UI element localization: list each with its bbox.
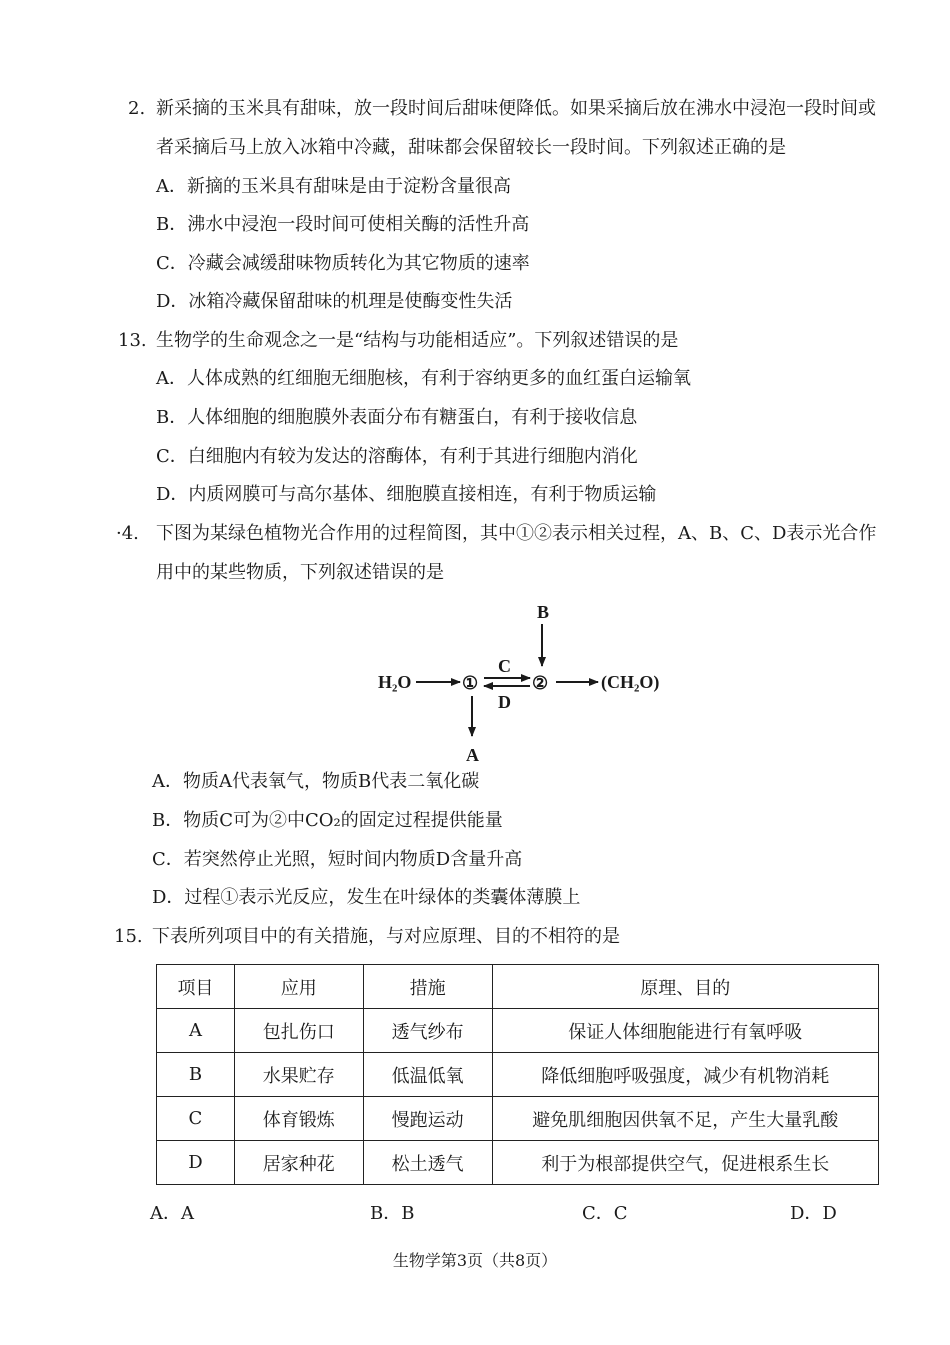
question-13-option-b: B．人体细胞的细胞膜外表面分布有糖蛋白，有利于接收信息 — [156, 407, 638, 428]
table-row — [157, 1097, 879, 1141]
table-header-item: 项目 — [157, 965, 235, 1009]
question-12-option-c: C．冷藏会减缓甜味物质转化为其它物质的速率 — [156, 253, 530, 274]
question-13-stem: 生物学的生命观念之一是“结构与功能相适应”。下列叙述错误的是 — [156, 330, 679, 351]
diagram-label-a: A — [466, 745, 479, 765]
diagram-h2o: H₂O — [378, 672, 412, 692]
table-cell: 透气纱布 — [363, 1009, 492, 1053]
question-14-stem-line2: 用中的某些物质，下列叙述错误的是 — [156, 562, 444, 583]
question-14-option-b: B．物质C可为②中CO₂的固定过程提供能量 — [152, 810, 503, 831]
page-footer: 生物学第3页（共8页） — [392, 1251, 558, 1270]
table-header-application: 应用 — [234, 965, 363, 1009]
table-cell: 避免肌细胞因供氧不足，产生大量乳酸 — [492, 1097, 878, 1141]
question-14-option-a: A．物质A代表氧气，物质B代表二氧化碳 — [152, 771, 480, 792]
diagram-label-d: D — [498, 692, 511, 712]
question-15-answer-a: A．A — [150, 1203, 194, 1224]
table-cell: D — [157, 1141, 235, 1185]
table-cell: 低温低氧 — [363, 1053, 492, 1097]
question-12-option-a: A．新摘的玉米具有甜味是由于淀粉含量很高 — [156, 176, 511, 197]
table-row — [157, 1141, 879, 1185]
question-15-number: 15. — [114, 926, 143, 947]
table-header-row — [157, 965, 879, 1009]
diagram-step2: ② — [532, 673, 549, 693]
question-12-option-d: D．冰箱冷藏保留甜味的机理是使酶变性失活 — [156, 291, 513, 312]
table-cell: 保证人体细胞能进行有氧呼吸 — [492, 1009, 878, 1053]
diagram-product: (CH₂O) — [601, 672, 660, 692]
table-row — [157, 1009, 879, 1053]
table-cell: 降低细胞呼吸强度，减少有机物消耗 — [492, 1053, 878, 1097]
table-row — [157, 1053, 879, 1097]
diagram-label-c: C — [498, 656, 511, 676]
table-cell: A — [157, 1009, 235, 1053]
table-cell: 松土透气 — [363, 1141, 492, 1185]
question-14-number: ·4. — [116, 523, 139, 544]
question-13-option-d: D．内质网膜可与高尔基体、细胞膜直接相连，有利于物质运输 — [156, 484, 657, 505]
table-cell: 居家种花 — [234, 1141, 363, 1185]
question-15-table — [156, 964, 879, 1185]
table-cell: B — [157, 1053, 235, 1097]
table-cell: C — [157, 1097, 235, 1141]
question-14-stem-line1: 下图为某绿色植物光合作用的过程简图，其中①②表示相关过程，A、B、C、D表示光合作 — [156, 523, 877, 544]
table-cell: 利于为根部提供空气，促进根系生长 — [492, 1141, 878, 1185]
table-header-principle: 原理、目的 — [492, 965, 878, 1009]
question-14-option-d: D．过程①表示光反应，发生在叶绿体的类囊体薄膜上 — [152, 887, 581, 908]
question-13-option-c: C．白细胞内有较为发达的溶酶体，有利于其进行细胞内消化 — [156, 446, 638, 467]
question-12-option-b: B．沸水中浸泡一段时间可使相关酶的活性升高 — [156, 214, 530, 235]
diagram-step1: ① — [462, 673, 479, 693]
table-cell: 水果贮存 — [234, 1053, 363, 1097]
diagram-label-b: B — [537, 602, 550, 622]
question-15-answer-d: D．D — [790, 1203, 837, 1224]
question-15-answer-b: B．B — [370, 1203, 415, 1224]
question-12-stem-line1: 新采摘的玉米具有甜味，放一段时间后甜味便降低。如果采摘后放在沸水中浸泡一段时间或 — [156, 98, 876, 119]
photosynthesis-diagram — [370, 598, 680, 768]
question-12-number: 2. — [128, 98, 146, 119]
table-cell: 包扎伤口 — [234, 1009, 363, 1053]
question-15-answer-c: C．C — [582, 1203, 628, 1224]
table-cell: 体育锻炼 — [234, 1097, 363, 1141]
table-cell: 慢跑运动 — [363, 1097, 492, 1141]
question-15-stem: 下表所列项目中的有关措施，与对应原理、目的不相符的是 — [152, 926, 620, 947]
question-13-option-a: A．人体成熟的红细胞无细胞核，有利于容纳更多的血红蛋白运输氧 — [156, 368, 691, 389]
question-14-option-c: C．若突然停止光照，短时间内物质D含量升高 — [152, 849, 523, 870]
question-12-stem-line2: 者采摘后马上放入冰箱中冷藏，甜味都会保留较长一段时间。下列叙述正确的是 — [156, 137, 786, 158]
table-header-measure: 措施 — [363, 965, 492, 1009]
question-13-number: 13. — [118, 330, 147, 351]
